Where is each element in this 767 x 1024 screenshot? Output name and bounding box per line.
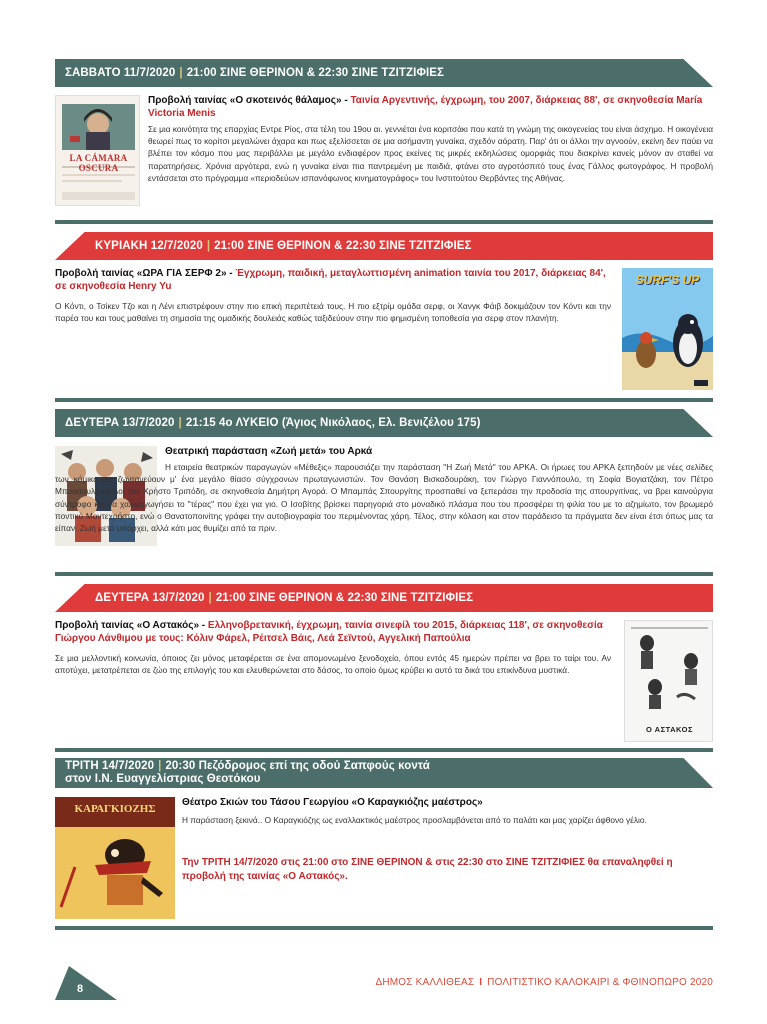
event-description: Η παράσταση ξεκινά.. Ο Καραγκιόζης ως εναλλακτικός μαέστρος προσλαμβάνεται από το παλάτι και μας χαρίζει άφθονο γέλιο. [182, 814, 647, 825]
poster-title: LA CÁMARA OSCURA [69, 153, 128, 173]
poster-title: ΚΑΡΑΓΚΙΟΖΗΣ [74, 803, 156, 815]
banner-date: ΚΥΡΙΑΚΗ 12/7/2020 [95, 240, 203, 252]
event-1-content [148, 95, 713, 184]
banner-date: ΣΑΒΒΑΤΟ 11/7/2020 [65, 67, 176, 79]
divider [55, 748, 713, 752]
event-5-content [182, 797, 713, 884]
event-title: Θέατρο Σκιών του Τάσου Γεωργίου «Ο Καραγκιόζης μαέστρος» [182, 797, 483, 808]
event-description: Σε μια μελλοντική κοινωνία, όποιος ζει μόνος μεταφέρεται σε ένα απομονωμένο ξενοδοχείο, όπου εντός 45 ημερών πρέπει να βρει το ταίρι του. Αν αποτύχει, μετατρέπεται σε ζώο της επιλογής του και ελευθερώνεται στο δάσος, το οποίο όμως κρύβει κι αυτό τα δικά του επικίνδυνα μυστικά. [55, 653, 611, 676]
event-2-content [55, 268, 611, 324]
divider [55, 398, 713, 402]
divider [55, 926, 713, 930]
event-banner-tuesday: ΤΡΙΤΗ 14/7/2020 | 20:30 Πεζόδρομος επί της οδού Σαπφούς κοντά στον Ι.Ν. Ευαγγελίστριας Θεοτόκου [55, 758, 713, 788]
banner-time-venue: 21:15 4ο ΛΥΚΕΙΟ (Άγιος Νικόλαος, Ελ. Βενιζέλου 175) [185, 417, 481, 429]
banner-time-venue: 21:00 ΣΙΝΕ ΘΕΡΙΝΟΝ & 22:30 ΣΙΝΕ ΤΖΙΤΖΙΦΙΕΣ [186, 67, 445, 79]
poster-surfs-up [622, 268, 713, 390]
event-4-content [55, 620, 611, 676]
event-title: Προβολή ταινίας «Ο σκοτεινός θάλαμος» - Ταινία Αργεντινής, έγχρωμη, του 2007, διάρκειας 88', σε σκηνοθεσία María Victoria Menis [148, 95, 703, 119]
banner-date: ΤΡΙΤΗ 14/7/2020 [65, 760, 155, 772]
event-title: Προβολή ταινίας «ΩΡΑ ΓΙΑ ΣΕΡΦ 2» - Έγχρωμη, παιδική, μεταγλωττισμένη animation ταινία του 2017, διάρκειας 84', σε σκηνοθεσία Henry Yu [55, 268, 606, 292]
divider [55, 572, 713, 576]
banner-location-line2: στον Ι.Ν. Ευαγγελίστριας Θεοτόκου [65, 773, 261, 785]
repeat-screening-note: Την ΤΡΙΤΗ 14/7/2020 στις 21:00 στο ΣΙΝΕ ΘΕΡΙΝΟΝ & στις 22:30 στο ΣΙΝΕ ΤΖΙΤΖΙΦΙΕΣ θα επαναληφθεί η προβολή της ταινίας «Ο Αστακός». [182, 856, 673, 882]
event-description: Ο Κόντι, ο Τσίκεν Τζο και η Λένι επιστρέφουν στην πιο επική περιπέτειά τους. Η πιο εξτρίμ ομάδα σερφ, οι Χανγκ Φάιβ δοκιμάζουν τον Κόντι και την παρέα του και τους μαθαίνει τη σημασία της ομαδικής δουλειάς καθώς ταξιδεύουν στην πιο φημισμένη τοποθεσία για σερφ στον πλανήτη. [55, 301, 611, 324]
event-banner-saturday: ΣΑΒΒΑΤΟ 11/7/2020 | 21:00 ΣΙΝΕ ΘΕΡΙΝΟΝ & 22:30 ΣΙΝΕ ΤΖΙΤΖΙΦΙΕΣ [55, 59, 713, 87]
poster-la-camara-oscura [55, 95, 140, 206]
event-banner-sunday: ΚΥΡΙΑΚΗ 12/7/2020 | 21:00 ΣΙΝΕ ΘΕΡΙΝΟΝ & 22:30 ΣΙΝΕ ΤΖΙΤΖΙΦΙΕΣ [55, 232, 713, 260]
page-number: 8 [77, 983, 84, 995]
page-number-badge [55, 966, 117, 1000]
event-title: Προβολή ταινίας «Ο Αστακός» - Ελληνοβρετανική, έγχρωμη, ταινία σινεφίλ του 2015, διάρκειας 118', σε σκηνοθεσία Γιώργου Λάνθιμου με τους: Κόλιν Φάρελ, Ρέιτσελ Βάις, Λεά Σεϊντού, Αγγελική Παπούλια [55, 620, 603, 644]
poster-the-lobster [624, 620, 713, 742]
banner-time-venue: 21:00 ΣΙΝΕ ΘΕΡΙΝΟΝ & 22:30 ΣΙΝΕ ΤΖΙΤΖΙΦΙΕΣ [214, 240, 472, 252]
poster-title: SURF'S UP [635, 273, 700, 287]
poster-karagiozis [55, 797, 175, 919]
banner-date: ΔΕΥΤΕΡΑ 13/7/2020 [65, 417, 175, 429]
event-description: Η εταιρεία θεατρικών παραγωγών «Μέθεξις» παρουσιάζει την παράσταση "Η Ζωή Μετά" του ΑΡΚΑ. Οι ήρωες του ΑΡΚΑ ξεπηδούν με νέες σελίδες των κόμικς και ζωντανεύουν μ' ένα μεγάλο θίασο σύγχρονων πρωταγωνιστών. Τον Θανάση Βισκαδουράκη, τον Γιώργο Γιαννόπουλο, τη Σοφία Βογιατζάκη, τον Πέτρο Μπουσουλόπουλο, τον Χρήστο Τριπόδη, σε σκηνοθεσία Δημήτρη Αγορά. Ο Μπαμπάς Σπουργίτης προσπαθεί να ξεπεράσει την προδοσία της σπουργιτίνας, να βρει καινούργια σύντροφο και να χαλιναγωγήσει το "τέρας" που έχει για γιο. Ο Ισοβίτης βρίσκει παρηγοριά στο μοναδικό πλάσμα που του προσφέρει τη φιλία του με το αζημίωτο, τον βρωμερό ποντικό Μοντεχρήστο, ενώ ο Θανατοποινίτης γράφει την αυτοβιογραφία του περιμένοντας χάρη. Τέλος, στην κόλαση και στον παράδεισο τα πράγματα δεν είναι έτσι όπως μας τα είπαν. Ζωή μετά υπάρχει, αλλά κάτι μας θυμίζει από τα πριν. [55, 462, 713, 534]
event-banner-monday-theatre: ΔΕΥΤΕΡΑ 13/7/2020 | 21:15 4ο ΛΥΚΕΙΟ (Άγιος Νικόλαος, Ελ. Βενιζέλου 175) [55, 409, 713, 437]
banner-time-venue: 21:00 ΣΙΝΕ ΘΕΡΙΝΟΝ & 22:30 ΣΙΝΕ ΤΖΙΤΖΙΦΙΕΣ [215, 592, 474, 604]
banner-date: ΔΕΥΤΕΡΑ 13/7/2020 [95, 592, 205, 604]
event-3-content [165, 446, 713, 459]
poster-title: Ο ΑΣΤΑΚΟΣ [646, 725, 693, 734]
footer-publication: ΔΗΜΟΣ ΚΑΛΛΙΘΕΑΣ I ΠΟΛΙΤΙΣΤΙΚΟ ΚΑΛΟΚΑΙΡΙ & ΦΘΙΝΟΠΩΡΟ 2020 [375, 977, 713, 988]
event-title: Θεατρική παράσταση «Ζωή μετά» του Αρκά [165, 446, 373, 457]
banner-time-venue: 20:30 Πεζόδρομος επί της οδού Σαπφούς κοντά [165, 760, 430, 772]
divider [55, 220, 713, 224]
event-description: Σε μια κοινότητα της επαρχίας Εντρε Ρίος, στα τέλη του 19ου αι. γεννιέται ένα κοριτσάκι που κατά τη γνώμη της οικογενείας του είναι άσχημο. Η οικογένεια θεωρεί πως το κορίτσι μεγαλώνει άχαρα και πως εξελίσσεται σε μια ασήμαντη γυναίκα, σχεδόν αόρατη. Παρ' ότι οι άλλοι την αγνοούν, εκείνη δεν παύει να βλέπει τον κόσμο που μας περιβάλλει με μεγάλο ενδιαφέρον προς εκείνες τις μικρές εκδηλώσεις ομορφιάς που διακρίνει κανείς μόνον αν σταθεί να παρατηρήσεις. Χρόνια αργότερα, ενώ η γυναίκα είναι πια παντρεμένη με παιδιά, φτάνει στο αγροτόσπιτό τους ένας Γάλλος φωτογράφος. Η προβολή εντάσσεται στο πρόγραμμα «περιοδεύων ισπανόφωνος κινηματογράφος» του Ινστιτούτου Θερβάντες της Αθήνας. [148, 124, 713, 183]
event-banner-monday-cinema: ΔΕΥΤΕΡΑ 13/7/2020 | 21:00 ΣΙΝΕ ΘΕΡΙΝΟΝ & 22:30 ΣΙΝΕ ΤΖΙΤΖΙΦΙΕΣ [55, 584, 713, 612]
